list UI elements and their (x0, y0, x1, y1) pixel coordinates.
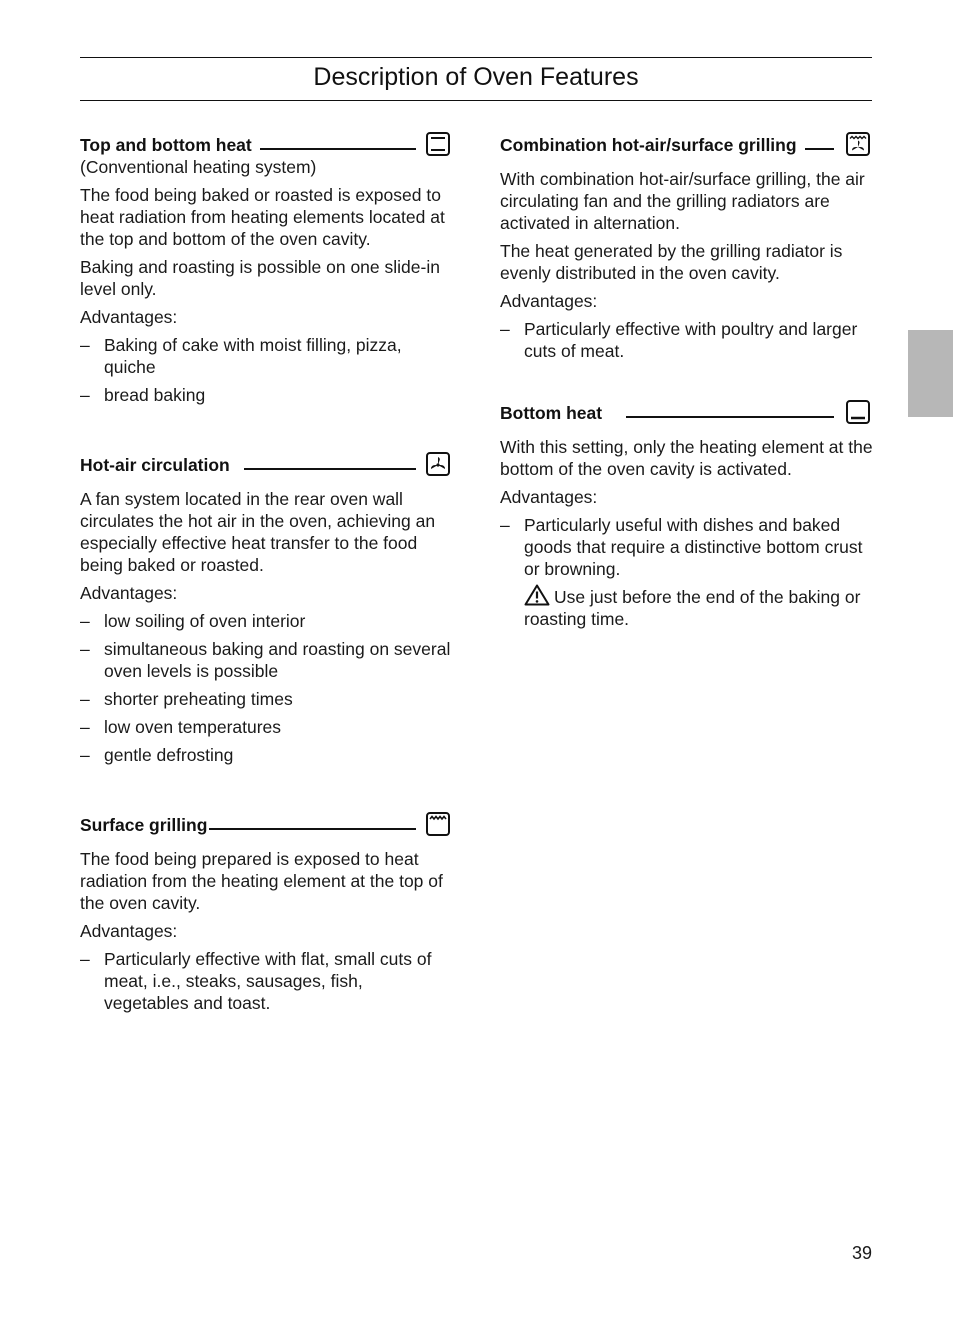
top-bottom-heat-icon (426, 132, 450, 156)
bullet-dash: – (80, 639, 90, 659)
advantages-label: Advantages: (80, 307, 178, 327)
section-heading: Hot-air circulation (80, 455, 230, 475)
section-paragraph: The heat generated by the grilling radiator is evenly distributed in the oven cavity. (500, 241, 843, 283)
heading-underline (244, 468, 416, 470)
section-heading: Top and bottom heat (80, 135, 252, 155)
section-paragraph: The food being prepared is exposed to heat radiation from the heating element at the top of the oven cavity. (80, 849, 443, 913)
bullet-dash: – (80, 611, 90, 631)
section-bottom-heat (500, 394, 876, 630)
list-item (80, 948, 452, 1014)
section-combination-grilling (500, 126, 876, 362)
list-item-text: low oven temperatures (104, 717, 282, 737)
advantages-list (80, 334, 452, 406)
advantages-list (500, 318, 876, 362)
advantages-list (500, 514, 876, 630)
bullet-dash: – (500, 319, 510, 339)
list-item (80, 610, 452, 632)
section-heading-row (500, 126, 876, 156)
list-item-text: Baking of cake with moist filling, pizza, quiche (104, 335, 402, 377)
bullet-dash: – (80, 385, 90, 405)
fan-grill-icon (846, 132, 870, 156)
advantages-label: Advantages: (500, 291, 598, 311)
advantages-list (80, 948, 452, 1014)
list-item-text: gentle defrosting (104, 745, 234, 765)
header-bottom-rule (80, 100, 872, 101)
list-item-text: Particularly effective with flat, small cuts of meat, i.e., steaks, sausages, fish, vegetables and toast. (104, 949, 432, 1013)
list-item-text: low soiling of oven interior (104, 611, 306, 631)
section-surface-grilling (80, 806, 452, 1014)
list-item (500, 514, 876, 630)
warning-text: Use just before the end of the baking or roasting time. (524, 587, 861, 629)
list-item (80, 384, 452, 406)
heading-underline (260, 148, 416, 150)
heading-underline (626, 416, 834, 418)
list-item-text: Particularly useful with dishes and baked goods that require a distinctive bottom crust or browning. (524, 515, 863, 579)
section-heading: Combination hot-air/surface grilling (500, 135, 797, 155)
grill-icon (426, 812, 450, 836)
warning-icon (524, 584, 550, 606)
list-item-text: Particularly effective with poultry and larger cuts of meat. (524, 319, 858, 361)
list-item-text: bread baking (104, 385, 206, 405)
section-hot-air-circulation (80, 446, 452, 766)
section-heading: Surface grilling (80, 815, 208, 835)
list-item (80, 716, 452, 738)
advantages-label: Advantages: (500, 487, 598, 507)
bottom-heat-icon (846, 400, 870, 424)
page-title: Description of Oven Features (313, 63, 639, 91)
bullet-dash: – (80, 689, 90, 709)
advantages-label: Advantages: (80, 921, 178, 941)
list-item (80, 334, 452, 378)
section-paragraph: With this setting, only the heating element at the bottom of the oven cavity is activated. (500, 437, 873, 479)
bullet-dash: – (80, 717, 90, 737)
left-column (80, 126, 452, 1054)
fan-icon (426, 452, 450, 476)
bullet-dash: – (80, 335, 90, 355)
list-item (80, 744, 452, 766)
section-subtitle: (Conventional heating system) (80, 157, 317, 177)
section-paragraph: With combination hot-air/surface grilling, the air circulating fan and the grilling radiators are activated in alternation. (500, 169, 865, 233)
right-column (500, 126, 876, 670)
heading-underline (805, 148, 834, 150)
side-tab-marker (908, 330, 953, 417)
section-paragraph: A fan system located in the rear oven wall circulates the hot air in the oven, achieving an especially effective heat transfer to the food being baked or roasted. (80, 489, 436, 575)
warning-note (524, 584, 876, 630)
bullet-dash: – (80, 949, 90, 969)
bullet-dash: – (80, 745, 90, 765)
section-top-bottom-heat (80, 126, 452, 406)
section-paragraph: Baking and roasting is possible on one slide-in level only. (80, 257, 440, 299)
advantages-label: Advantages: (80, 583, 178, 603)
section-heading: Bottom heat (500, 403, 603, 423)
list-item (80, 638, 452, 682)
page-number: 39 (851, 1243, 872, 1263)
advantages-list (80, 610, 452, 766)
section-heading-row (80, 126, 452, 156)
list-item (80, 688, 452, 710)
heading-underline (209, 828, 416, 830)
section-paragraph: The food being baked or roasted is exposed to heat radiation from heating elements located at the top and bottom of the oven cavity. (80, 185, 445, 249)
header-top-rule (80, 57, 872, 58)
list-item (500, 318, 876, 362)
list-item-text: simultaneous baking and roasting on several oven levels is possible (104, 639, 451, 681)
list-item-text: shorter preheating times (104, 689, 293, 709)
section-heading-row (80, 446, 452, 476)
bullet-dash: – (500, 515, 510, 535)
section-heading-row (80, 806, 452, 836)
section-heading-row (500, 394, 876, 424)
